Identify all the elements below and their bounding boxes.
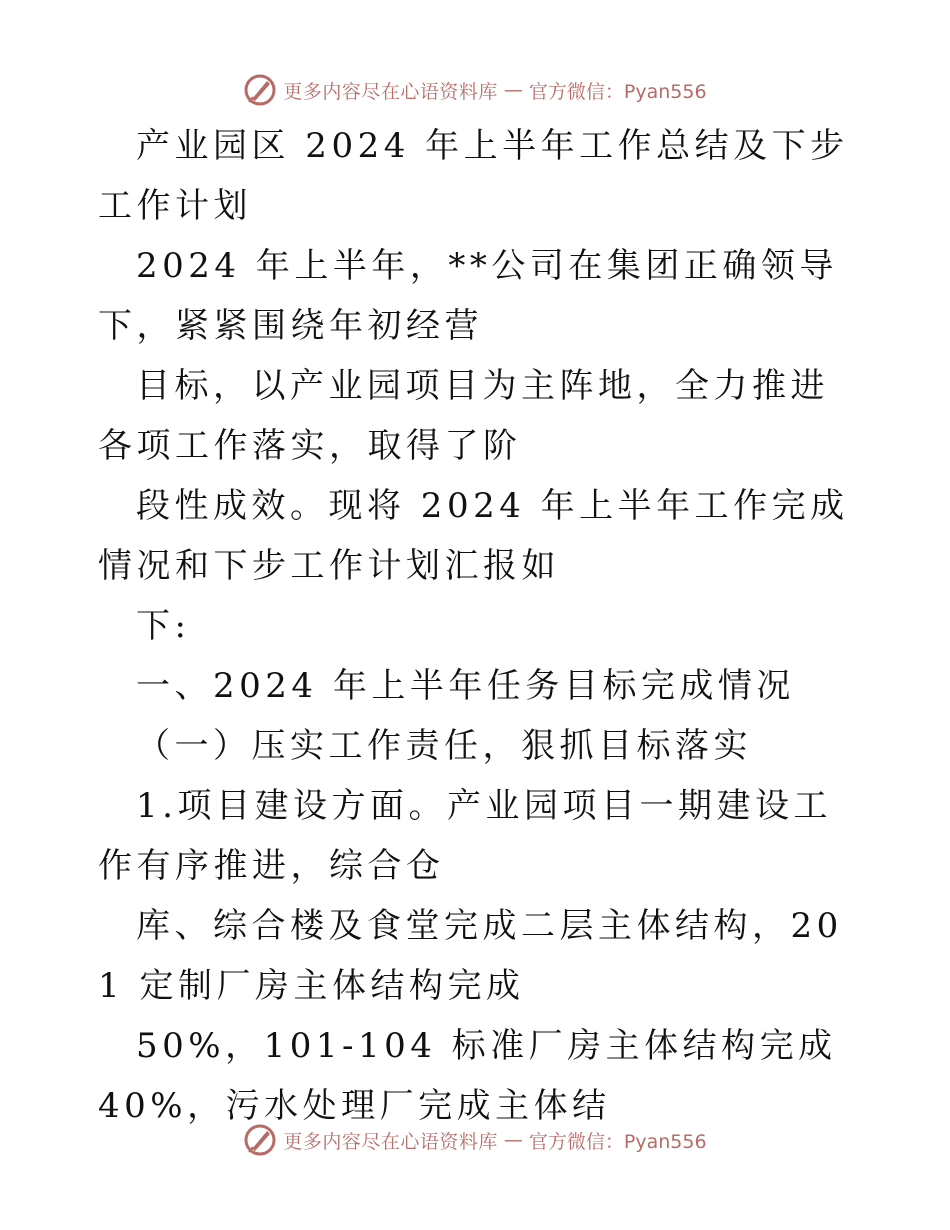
watermark-text: 更多内容尽在心语资料库 bbox=[283, 80, 498, 103]
quill-pen-logo-icon bbox=[243, 73, 277, 107]
section-heading: 一、2024 年上半年任务目标完成情况 bbox=[136, 666, 795, 706]
watermark-separator: — bbox=[503, 1129, 523, 1151]
header-watermark bbox=[0, 70, 950, 110]
paragraph: 50%，101-104 标准厂房主体结构完成 40%，污水处理厂完成主体结 bbox=[98, 1026, 837, 1126]
paragraph: 目标，以产业园项目为主阵地，全力推进各项工作落实，取得了阶 bbox=[98, 366, 829, 466]
footer-watermark bbox=[0, 1120, 950, 1160]
watermark-wechat: 官方微信：Pyan556 bbox=[528, 1130, 707, 1153]
document-body bbox=[98, 116, 858, 1136]
paragraph: 下: bbox=[136, 606, 191, 646]
paragraph: 1.项目建设方面。产业园项目一期建设工作有序推进，综合仓 bbox=[98, 786, 832, 886]
watermark-wechat: 官方微信：Pyan556 bbox=[528, 80, 707, 103]
subsection-heading: （一）压实工作责任，狠抓目标落实 bbox=[136, 726, 752, 766]
paragraph: 2024 年上半年，**公司在集团正确领导下，紧紧围绕年初经营 bbox=[98, 246, 838, 346]
document-title: 产业园区 2024 年上半年工作总结及下步工作计划 bbox=[98, 126, 849, 226]
paragraph: 段性成效。现将 2024 年上半年工作完成情况和下步工作计划汇报如 bbox=[98, 486, 849, 586]
quill-pen-logo-icon bbox=[243, 1123, 277, 1157]
watermark-separator: — bbox=[503, 79, 523, 101]
watermark-text: 更多内容尽在心语资料库 bbox=[283, 1130, 498, 1153]
paragraph: 库、综合楼及食堂完成二层主体结构，201 定制厂房主体结构完成 bbox=[98, 906, 843, 1006]
